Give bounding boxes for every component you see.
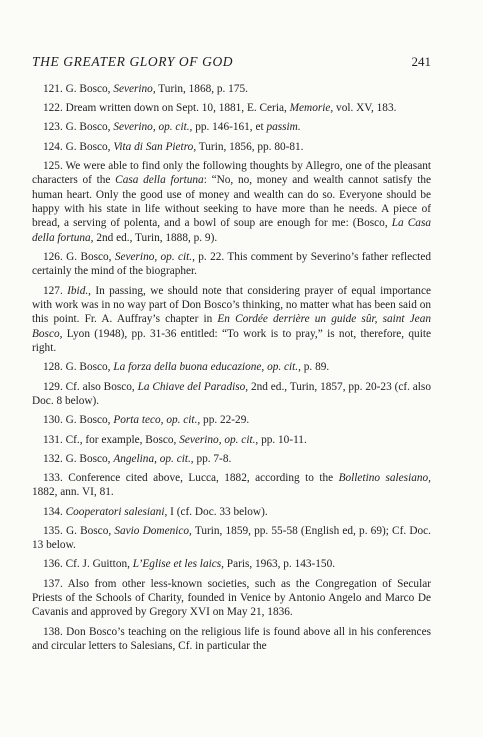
endnote [32,452,431,466]
endnote [32,120,431,134]
endnote-number: 134. [43,505,63,518]
endnote-text: G. Bosco, [62,83,114,95]
endnote-number: 131. [43,433,63,446]
endnote-italic-text: Porta teco, op. cit., [113,414,201,427]
endnote-italic-text: Bolletino salesiano, [338,471,431,484]
endnote-text: G. Bosco, [62,140,114,153]
endnote [32,625,431,654]
endnote [32,505,431,519]
endnote-number: 129. [43,380,63,393]
endnote-italic-text: L’Eglise et les laics, [132,558,224,571]
endnote-text: pp. 22-29. [200,414,250,427]
endnote-text: Don Bosco’s teaching on the religious life is found above all in his conferences and circular letters to Salesians, Cf. in particular the [32,625,431,652]
endnote-text: Turin, 1859, pp. 55-58 (English ed, p. 69); Cf. Doc. 13 below. [32,524,431,552]
endnote-text: G. Bosco, [62,251,115,264]
endnote-text: G. Bosco, [62,361,114,374]
endnote-italic-text: Ibid., [67,284,91,297]
endnote [32,360,431,374]
endnote [32,250,431,279]
endnote-number: 138. [43,625,63,638]
endnote [32,159,431,245]
endnote [32,101,431,115]
endnote-text: We were able to find only the following thoughts by Allegro, one of the pleasant characters of the [32,159,431,187]
endnote-text: pp. 7-8. [193,452,232,465]
endnote-text: Cf. also Bosco, [62,380,138,393]
endnote-text: pp. 10-11. [258,433,307,446]
endnote-number: 127. [43,284,63,297]
endnote-italic-text: Severino, [113,83,156,95]
endnote-italic-text: Cooperatori salesiani, [65,505,168,518]
endnote-italic-text: Severino, op. cit., [113,121,193,134]
endnote-text: G. Bosco, [62,121,114,134]
endnote-number: 132. [43,452,63,465]
endnote-text: p. 89. [300,361,330,374]
endnote-text: Cf. J. Guitton, [62,558,133,571]
endnote-italic-text: Angelina, op. cit., [113,452,194,465]
endnote-text: 1882, ann. VI, 81. [32,486,114,499]
endnote-italic-text: Memorie, [289,102,334,115]
endnote-text: pp. 146-161, et [192,121,267,134]
endnote-text: vol. XV, 183. [333,102,397,115]
endnote-number: 130. [43,414,63,427]
page-number: 241 [411,54,431,69]
endnote-text: G. Bosco, [62,414,114,427]
endnote-text: Dream written down on Sept. 10, 1881, E. Ceria, [62,102,290,115]
endnote-number: 125. [43,159,63,172]
endnote-italic-text: Casa della fortuna [115,174,204,187]
endnote-number: 136. [43,558,63,571]
endnote [32,471,431,500]
endnote-text: G. Bosco, [62,452,114,465]
endnote-text: Turin, 1856, pp. 80-81. [196,140,304,153]
endnote-text: I (cf. Doc. 33 below). [167,505,268,518]
endnote [32,413,431,427]
endnote-text: In passing, we should note that considering prayer of equal importance with work was in no way part of Don Bosco’s thinking, no matter what has been said on this point. Fr. A. Auffray’s chapter in [32,284,431,326]
endnote [32,82,431,96]
endnote-italic-text: Savio Domenico, [114,524,192,537]
endnote-text: Lyon (1948), pp. 31-36 entitled: “To work is to pray,” is not, therefore, quite right. [32,327,431,355]
endnote [32,433,431,447]
endnote-text: 2nd ed., Turin, 1857, pp. 20-23 (cf. also Doc. 8 below). [32,380,431,408]
endnote-text: p. 22. This comment by Severino’s father reflected certainly the mind of the biographer. [32,251,431,278]
endnote [32,577,431,620]
endnote-number: 123. [43,121,63,134]
endnote-text: G. Bosco, [62,524,115,537]
endnote-text: Conference cited above, Lucca, 1882, according to the [62,471,339,484]
endnote-number: 135. [43,524,63,537]
endnote-italic-text: Severino, op. cit., [114,251,195,264]
endnote-text: : “No, no, money and wealth cannot satisfy the human heart. Only the good use of money and wealth can do so. Everyone should be happy with his state in life without seeking to have more than he needs. A piece of bread, a serving of polenta, and a bowl of soup are enough for me: (Bosco, [32,174,432,230]
endnote [32,524,431,553]
endnote-italic-text: La Chiave del Paradiso, [137,380,249,393]
page-header [32,54,431,70]
endnote-italic-text: La forza della buona educazione, op. cit., [113,361,301,374]
endnote-number: 124. [43,140,63,153]
endnote-text: Turin, 1868, p. 175. [155,83,248,95]
endnote-text: Cf., for example, Bosco, [62,433,180,446]
endnote [32,140,431,154]
endnote-number: 122. [43,102,63,115]
endnote [32,380,431,409]
endnote-number: 126. [43,251,63,264]
endnote-italic-text: La Casa della fortuna, [32,217,431,244]
endnote-text: Also from other less-known societies, such as the Congregation of Secular Priests of the Schools of Charity, founded in Venice by Antonio Angelo and Marco De Cavanis and approved by Gregory XVI on May 21, 1836. [32,577,431,619]
endnote-italic-text: Severino, op. cit., [179,433,259,446]
endnote [32,557,431,571]
endnote-text: Paris, 1963, p. 143-150. [223,558,336,571]
endnote-text: 2nd ed., Turin, 1888, p. 9). [93,231,218,244]
endnote [32,284,431,356]
endnote-italic-text: En Cordée derrière un guide sûr, saint Jean Bosco, [32,313,431,340]
endnote-italic-text: Vita di San Pietro, [113,140,197,153]
endnote-number: 121. [43,83,63,95]
running-head: THE GREATER GLORY OF GOD [32,54,234,69]
endnote-number: 133. [43,471,63,484]
endnote-number: 128. [43,361,63,374]
endnote-number: 137. [43,577,63,590]
endnote-italic-text: passim. [266,121,301,134]
endnotes-list [32,82,431,658]
